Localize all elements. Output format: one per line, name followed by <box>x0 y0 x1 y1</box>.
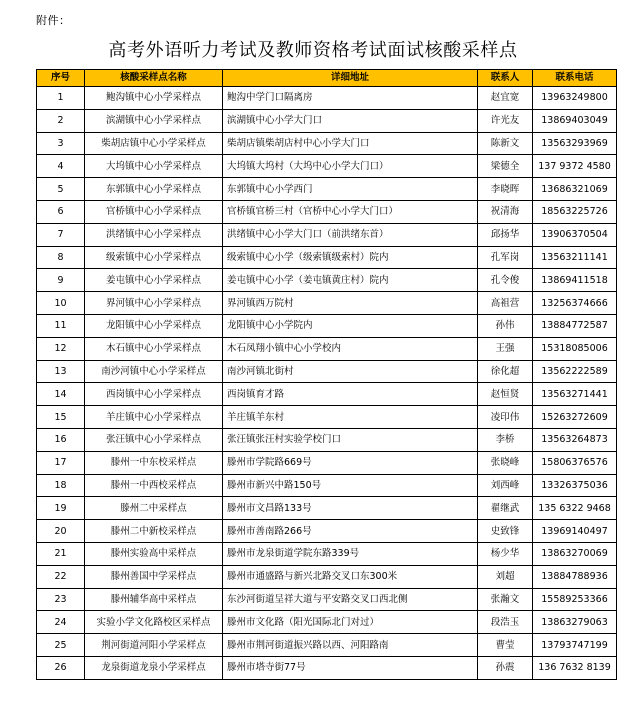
site-name-cell: 南沙河镇中心小学采样点 <box>85 360 223 383</box>
contact-cell: 李晓晖 <box>478 178 533 201</box>
contact-cell: 孔军岗 <box>478 246 533 269</box>
table-body <box>37 87 617 680</box>
address-cell: 滕州市荆河街道振兴路以西、河阳路南 <box>223 634 478 657</box>
index-cell: 20 <box>37 520 85 543</box>
contact-cell: 孙伟 <box>478 314 533 337</box>
index-cell: 14 <box>37 383 85 406</box>
phone-cell: 13562222589 <box>533 360 617 383</box>
index-cell: 19 <box>37 497 85 520</box>
site-name-cell: 东郭镇中心小学采样点 <box>85 178 223 201</box>
phone-cell: 15318085006 <box>533 337 617 360</box>
phone-cell: 13686321069 <box>533 178 617 201</box>
index-cell: 10 <box>37 292 85 315</box>
site-name-cell: 界河镇中心小学采样点 <box>85 292 223 315</box>
index-cell: 4 <box>37 155 85 178</box>
index-cell: 2 <box>37 109 85 132</box>
index-cell: 7 <box>37 223 85 246</box>
index-cell: 26 <box>37 656 85 679</box>
site-name-cell: 羊庄镇中心小学采样点 <box>85 406 223 429</box>
contact-cell: 赵宜宽 <box>478 87 533 110</box>
site-name-cell: 洪绪镇中心小学采样点 <box>85 223 223 246</box>
index-cell: 1 <box>37 87 85 110</box>
phone-cell: 13969140497 <box>533 520 617 543</box>
phone-cell: 136 7632 8139 <box>533 656 617 679</box>
column-header-site-name: 核酸采样点名称 <box>85 70 223 87</box>
index-cell: 15 <box>37 406 85 429</box>
contact-cell: 孔令俊 <box>478 269 533 292</box>
column-header-address: 详细地址 <box>223 70 478 87</box>
contact-cell: 徐化超 <box>478 360 533 383</box>
table-row <box>37 451 617 474</box>
index-cell: 8 <box>37 246 85 269</box>
table-row <box>37 383 617 406</box>
contact-cell: 高祖营 <box>478 292 533 315</box>
address-cell: 界河镇西万院村 <box>223 292 478 315</box>
table-row <box>37 656 617 679</box>
address-cell: 东沙河街道呈祥大道与平安路交叉口西北侧 <box>223 588 478 611</box>
column-header-phone: 联系电话 <box>533 70 617 87</box>
address-cell: 滨湖镇中心小学大门口 <box>223 109 478 132</box>
site-name-cell: 大坞镇中心小学采样点 <box>85 155 223 178</box>
phone-cell: 13884788936 <box>533 565 617 588</box>
site-name-cell: 龙泉街道龙泉小学采样点 <box>85 656 223 679</box>
phone-cell: 135 6322 9468 <box>533 497 617 520</box>
address-cell: 东郭镇中心小学西门 <box>223 178 478 201</box>
site-name-cell: 滕州辅华高中采样点 <box>85 588 223 611</box>
address-cell: 滕州市新兴中路150号 <box>223 474 478 497</box>
phone-cell: 13869411518 <box>533 269 617 292</box>
table-row <box>37 246 617 269</box>
site-name-cell: 滨湖镇中心小学采样点 <box>85 109 223 132</box>
address-cell: 洪绪镇中心小学大门口（前洪绪东首） <box>223 223 478 246</box>
index-cell: 23 <box>37 588 85 611</box>
table-row <box>37 109 617 132</box>
phone-cell: 13863270069 <box>533 542 617 565</box>
table-row <box>37 634 617 657</box>
table-row <box>37 542 617 565</box>
phone-cell: 13563271441 <box>533 383 617 406</box>
table-row <box>37 474 617 497</box>
site-name-cell: 龙阳镇中心小学采样点 <box>85 314 223 337</box>
contact-cell: 翟继武 <box>478 497 533 520</box>
contact-cell: 刘西峰 <box>478 474 533 497</box>
table-row <box>37 611 617 634</box>
table-row <box>37 87 617 110</box>
phone-cell: 13884772587 <box>533 314 617 337</box>
index-cell: 17 <box>37 451 85 474</box>
site-name-cell: 柴胡店镇中心小学采样点 <box>85 132 223 155</box>
site-name-cell: 张汪镇中心小学采样点 <box>85 428 223 451</box>
address-cell: 官桥镇官桥三村（官桥中心小学大门口） <box>223 200 478 223</box>
table-row <box>37 565 617 588</box>
phone-cell: 137 9372 4580 <box>533 155 617 178</box>
phone-cell: 13863279063 <box>533 611 617 634</box>
phone-cell: 15589253366 <box>533 588 617 611</box>
contact-cell: 祝清海 <box>478 200 533 223</box>
contact-cell: 孙震 <box>478 656 533 679</box>
address-cell: 滕州市通盛路与新兴北路交叉口东300米 <box>223 565 478 588</box>
contact-cell: 曹莹 <box>478 634 533 657</box>
contact-cell: 张晓峰 <box>478 451 533 474</box>
contact-cell: 史致锋 <box>478 520 533 543</box>
site-name-cell: 滕州善国中学采样点 <box>85 565 223 588</box>
index-cell: 6 <box>37 200 85 223</box>
site-name-cell: 实验小学文化路校区采样点 <box>85 611 223 634</box>
phone-cell: 13869403049 <box>533 109 617 132</box>
contact-cell: 李桥 <box>478 428 533 451</box>
site-name-cell: 姜屯镇中心小学采样点 <box>85 269 223 292</box>
phone-cell: 13906370504 <box>533 223 617 246</box>
site-name-cell: 滕州实验高中采样点 <box>85 542 223 565</box>
table-row <box>37 155 617 178</box>
contact-cell: 段浩玉 <box>478 611 533 634</box>
index-cell: 25 <box>37 634 85 657</box>
index-cell: 5 <box>37 178 85 201</box>
index-cell: 12 <box>37 337 85 360</box>
index-cell: 24 <box>37 611 85 634</box>
address-cell: 滕州市文化路（阳光国际北门对过） <box>223 611 478 634</box>
phone-cell: 15806376576 <box>533 451 617 474</box>
index-cell: 16 <box>37 428 85 451</box>
table-row <box>37 223 617 246</box>
table-row <box>37 406 617 429</box>
index-cell: 22 <box>37 565 85 588</box>
address-cell: 大坞镇大坞村（大坞中心小学大门口） <box>223 155 478 178</box>
address-cell: 滕州市学院路669号 <box>223 451 478 474</box>
address-cell: 张汪镇张汪村实验学校门口 <box>223 428 478 451</box>
table-row <box>37 360 617 383</box>
site-name-cell: 滕州一中西校采样点 <box>85 474 223 497</box>
table-row <box>37 200 617 223</box>
site-name-cell: 官桥镇中心小学采样点 <box>85 200 223 223</box>
address-cell: 羊庄镇羊东村 <box>223 406 478 429</box>
index-cell: 9 <box>37 269 85 292</box>
contact-cell: 梁德全 <box>478 155 533 178</box>
address-cell: 西岗镇育才路 <box>223 383 478 406</box>
address-cell: 龙阳镇中心小学院内 <box>223 314 478 337</box>
address-cell: 南沙河镇北街村 <box>223 360 478 383</box>
site-name-cell: 滕州二中采样点 <box>85 497 223 520</box>
address-cell: 木石凤翔小镇中心小学校内 <box>223 337 478 360</box>
table-row <box>37 588 617 611</box>
contact-cell: 杨少华 <box>478 542 533 565</box>
phone-cell: 13563293969 <box>533 132 617 155</box>
address-cell: 滕州市塔寺街77号 <box>223 656 478 679</box>
table-row <box>37 520 617 543</box>
contact-cell: 凌印伟 <box>478 406 533 429</box>
table-row <box>37 337 617 360</box>
table-header-row <box>37 70 617 87</box>
table-row <box>37 497 617 520</box>
address-cell: 姜屯镇中心小学（姜屯镇黄庄村）院内 <box>223 269 478 292</box>
attachment-label: 附件： <box>36 14 71 27</box>
column-header-index: 序号 <box>37 70 85 87</box>
table-row <box>37 314 617 337</box>
phone-cell: 13256374666 <box>533 292 617 315</box>
site-name-cell: 鲍沟镇中心小学采样点 <box>85 87 223 110</box>
address-cell: 柴胡店镇柴胡店村中心小学大门口 <box>223 132 478 155</box>
contact-cell: 王强 <box>478 337 533 360</box>
index-cell: 18 <box>37 474 85 497</box>
phone-cell: 13963249800 <box>533 87 617 110</box>
contact-cell: 邱扬华 <box>478 223 533 246</box>
index-cell: 3 <box>37 132 85 155</box>
contact-cell: 陈新文 <box>478 132 533 155</box>
phone-cell: 13563211141 <box>533 246 617 269</box>
sampling-sites-table <box>36 69 617 680</box>
phone-cell: 13326375036 <box>533 474 617 497</box>
site-name-cell: 级索镇中心小学采样点 <box>85 246 223 269</box>
address-cell: 滕州市龙泉街道学院东路339号 <box>223 542 478 565</box>
address-cell: 滕州市善南路266号 <box>223 520 478 543</box>
address-cell: 鲍沟中学门口隔离房 <box>223 87 478 110</box>
index-cell: 11 <box>37 314 85 337</box>
index-cell: 13 <box>37 360 85 383</box>
address-cell: 滕州市文昌路133号 <box>223 497 478 520</box>
table-row <box>37 132 617 155</box>
table-row <box>37 178 617 201</box>
phone-cell: 13793747199 <box>533 634 617 657</box>
site-name-cell: 滕州二中新校采样点 <box>85 520 223 543</box>
page-title: 高考外语听力考试及教师资格考试面试核酸采样点 <box>108 40 518 61</box>
site-name-cell: 木石镇中心小学采样点 <box>85 337 223 360</box>
contact-cell: 赵恒贤 <box>478 383 533 406</box>
phone-cell: 18563225726 <box>533 200 617 223</box>
address-cell: 级索镇中心小学（级索镇级索村）院内 <box>223 246 478 269</box>
index-cell: 21 <box>37 542 85 565</box>
site-name-cell: 西岗镇中心小学采样点 <box>85 383 223 406</box>
table-row <box>37 428 617 451</box>
contact-cell: 刘超 <box>478 565 533 588</box>
column-header-contact: 联系人 <box>478 70 533 87</box>
site-name-cell: 滕州一中东校采样点 <box>85 451 223 474</box>
phone-cell: 13563264873 <box>533 428 617 451</box>
contact-cell: 张瀚文 <box>478 588 533 611</box>
site-name-cell: 荆河街道河阳小学采样点 <box>85 634 223 657</box>
table-row <box>37 292 617 315</box>
table-row <box>37 269 617 292</box>
contact-cell: 许光友 <box>478 109 533 132</box>
phone-cell: 15263272609 <box>533 406 617 429</box>
